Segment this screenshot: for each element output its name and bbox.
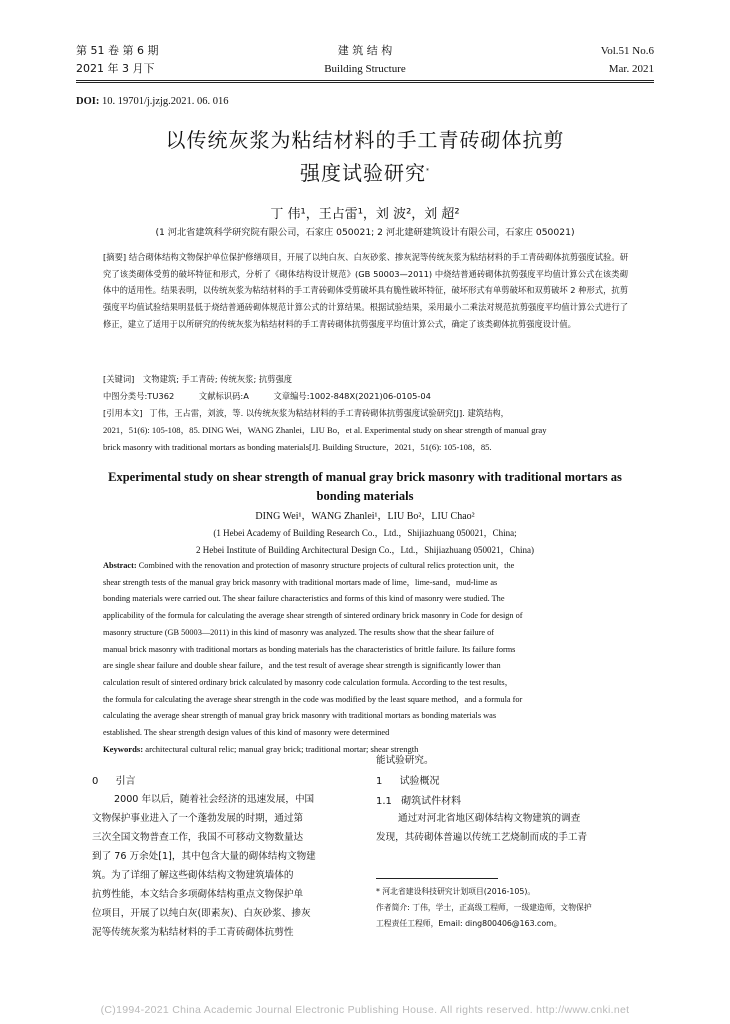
- right-col-line1: 通过对河北省地区砌体结构文物建筑的调查: [398, 813, 581, 824]
- section-0-num: 0: [92, 776, 99, 787]
- header-rule-top: [76, 80, 654, 81]
- abstract-en-line-0: Combined with the renovation and protection of masonry structure projects of cultural relics protection unit，the: [138, 561, 515, 570]
- doc-code-label: 文献标识码:: [198, 391, 244, 401]
- footnote-author-line2: 工程责任工程师，Email: ding800406@163.com。: [376, 919, 562, 928]
- abstract-cn: [103, 249, 628, 333]
- intro-line-3: 到了 76 万余处[1]，其中包含大量的砌体结构文物建: [92, 851, 316, 862]
- clc-value: TU362: [147, 391, 175, 401]
- clc-label: 中图分类号:: [103, 391, 148, 401]
- intro-line-2: 三次全国文物普查工作，我国不可移动文物数量达: [92, 832, 304, 843]
- article-no-label: 文章编号:: [273, 391, 310, 401]
- section-1-1-num: 1.1: [376, 796, 392, 807]
- citation-text-1: 丁伟，王占雷，刘波，等. 以传统灰浆为粘结材料的手工青砖砌体抗剪强度试验研究[J]. 建筑结构，: [149, 408, 509, 418]
- title-cn-line1: 以传统灰浆为粘结材料的手工青砖砌体抗剪: [165, 128, 565, 152]
- abstract-en-line-6: are single shear failure and double shear failure，and the test result of average shear strength is significantly lower than: [103, 661, 501, 671]
- abstract-cn-text: 结合砌体结构文物保护单位保护修缮项目，开展了以纯白灰、白灰砂浆、掺灰泥等传统灰浆为粘结材料的手工青砖砌体抗剪强度试验。研究了该类砌体受剪的破坏特征和形式，分析了《砌体结构设计规范》(GB 50003—2011) 中烧结普通砖砌体抗剪强度平均值计算公式在该类砌体中的适用性。结果表明，以传统灰浆为粘结材料的手工青砖砌体受剪破坏具有脆性破坏特征，破坏形式有单剪破坏和双剪破坏 2 种形式，抗剪强度平均值试验结果明显低于烧结普通砖砌体规范计算公式的计算结果。根据试验结果，采用最小二乘法对规范抗剪强度平均值计算公式进行了修正，建立了适用于以所研究的传统灰浆为粘结材料的手工青砖砌体抗剪强度平均值计算公式，确定了该类砌体抗剪强度设计值。: [103, 252, 628, 329]
- keywords-en-label: Keywords:: [103, 744, 144, 754]
- intro-line-0: 2000 年以后，随着社会经济的迅速发展，中国: [114, 794, 315, 805]
- abstract-en-line-1: shear strength tests of the manual gray brick masonry with traditional mortars made of lime，lime-sand，mud-lime as: [103, 577, 498, 587]
- footnote-rule: [376, 878, 498, 879]
- intro-paragraph: [92, 790, 362, 942]
- doi-value: 10. 19701/j.jzjg.2021. 06. 016: [101, 96, 229, 107]
- title-en-line2: bonding materials: [316, 489, 414, 503]
- keywords-en-text: architectural cultural relic; manual gray brick; traditional mortar; shear strength: [145, 744, 419, 754]
- affiliation-en-line1: (1 Hebei Academy of Building Research Co.，Ltd.，Shijiazhuang 050021，China;: [213, 528, 517, 538]
- keywords-cn: [103, 373, 292, 385]
- keywords-cn-label: [关键词]: [103, 374, 135, 384]
- abstract-en: [103, 558, 628, 742]
- abstract-en-label: Abstract:: [103, 561, 137, 570]
- title-en-line1: Experimental study on shear strength of manual gray brick masonry with traditional mortars as: [108, 470, 622, 484]
- title-cn-line2: [60, 157, 670, 186]
- section-0-title: 引言: [115, 776, 136, 787]
- journal-name-en: Building Structure: [324, 63, 406, 75]
- title-cn-mark: *: [426, 167, 430, 175]
- intro-line-4: 筑。为了详细了解这些砌体结构文物建筑墙体的: [92, 870, 294, 881]
- keywords-cn-text: 文物建筑; 手工青砖; 传统灰浆; 抗剪强度: [143, 374, 293, 384]
- affiliation-cn: (1 河北省建筑科学研究院有限公司，石家庄 050021; 2 河北建研建筑设计有限公司，石家庄 050021): [155, 227, 575, 238]
- section-1-title: 试验概况: [399, 776, 440, 787]
- section-1-num: 1: [376, 776, 383, 787]
- footnote-author-line1: 作者简介: 丁伟，学士，正高级工程师，一级建造师，文物保护: [376, 903, 592, 912]
- intro-line-5: 抗剪性能，本文结合多项砌体结构重点文物保护单: [92, 889, 304, 900]
- citation-line1: [103, 407, 628, 419]
- header-rule-bottom: [76, 82, 654, 83]
- footnote-fund: * 河北省建设科技研究计划项目(2016-105)。: [376, 887, 536, 896]
- citation-line2: 2021，51(6): 105-108，85. DING Wei，WANG Zhanlei，LIU Bo，et al. Experimental study on shear strength of manual gray: [103, 425, 547, 435]
- journal-date: 2021 年 3 月下: [76, 62, 155, 75]
- abstract-en-line-8: the formula for calculating the average shear strength in the code was modified by the least square method，and a formula for: [103, 694, 523, 704]
- doc-code-value: A: [243, 391, 249, 401]
- section-1-heading: [376, 772, 440, 787]
- title-cn-line2-text: 强度试验研究: [300, 161, 426, 185]
- journal-name-cn: 建 筑 结 构: [337, 44, 393, 57]
- abstract-en-line-7: calculation result of sintered ordinary brick calculated by masonry code calculation formula. According to the test results，: [103, 677, 513, 687]
- volume-en: Vol.51 No.6: [600, 45, 654, 57]
- intro-line-6: 位项目，开展了以纯白灰(即素灰)、白灰砂浆、掺灰: [92, 908, 311, 919]
- intro-line-7: 泥等传统灰浆为粘结材料的手工青砖砌体抗剪性: [92, 927, 294, 938]
- keywords-en: [103, 744, 418, 754]
- affiliation-en-line2: 2 Hebei Institute of Building Architectural Design Co.，Ltd.，Shijiazhuang 050021，China): [196, 545, 534, 555]
- date-en: Mar. 2021: [608, 63, 654, 75]
- intro-line-1: 文物保护事业进入了一个蓬勃发展的时期，通过第: [92, 813, 304, 824]
- section-1-1-heading: [376, 792, 461, 807]
- journal-volume: 第 51 卷 第 6 期: [76, 44, 159, 57]
- right-col-line0: 能试验研究。: [376, 755, 434, 766]
- cnki-watermark: (C)1994-2021 China Academic Journal Electronic Publishing House. All rights reserved. http://www.cnki.net: [100, 1004, 630, 1016]
- authors-cn: 丁 伟¹，王占雷¹，刘 波²，刘 超²: [270, 207, 460, 222]
- abstract-en-line-4: masonry structure (GB 50003—2011) in this kind of masonry was analyzed. The results show that the shear failure of: [103, 627, 495, 637]
- doi-label: DOI:: [76, 96, 100, 107]
- abstract-en-line-2: bonding materials were carried out. The shear failure characteristics and forms of this kind of masonry were studied. The: [103, 594, 505, 604]
- abstract-en-line: [103, 558, 628, 575]
- citation-label: [引用本文]: [103, 408, 143, 418]
- abstract-cn-label: [摘要]: [103, 252, 127, 262]
- authors-en: DING Wei¹，WANG Zhanlei¹，LIU Bo²，LIU Chao²: [255, 511, 475, 522]
- article-no-value: 1002-848X(2021)06-0105-04: [309, 391, 431, 401]
- right-col-line2: 发现，其砖砌体普遍以传统工艺烧制而成的手工青: [376, 832, 588, 843]
- abstract-en-line-3: applicability of the formula for calculating the average shear strength of sintered ordinary brick masonry in Code for design of: [103, 611, 523, 621]
- abstract-en-line-5: manual brick masonry with traditional mortars as bonding materials has the characteristics of brittle failure. Its failure forms: [103, 644, 516, 654]
- abstract-en-line-9: calculating the average shear strength of manual gray brick masonry with traditional mortars as bonding materials was: [103, 711, 497, 721]
- section-0-heading: [92, 772, 136, 787]
- doi: [76, 96, 229, 107]
- classification-line: [103, 390, 628, 402]
- section-1-1-title: 砌筑试件材料: [401, 796, 462, 807]
- citation-line3: brick masonry with traditional mortars as bonding materials[J]. Building Structure，2021，51(6): 105-108，85.: [103, 442, 492, 452]
- abstract-en-line-10: established. The shear strength design values of this kind of masonry were determined: [103, 728, 390, 738]
